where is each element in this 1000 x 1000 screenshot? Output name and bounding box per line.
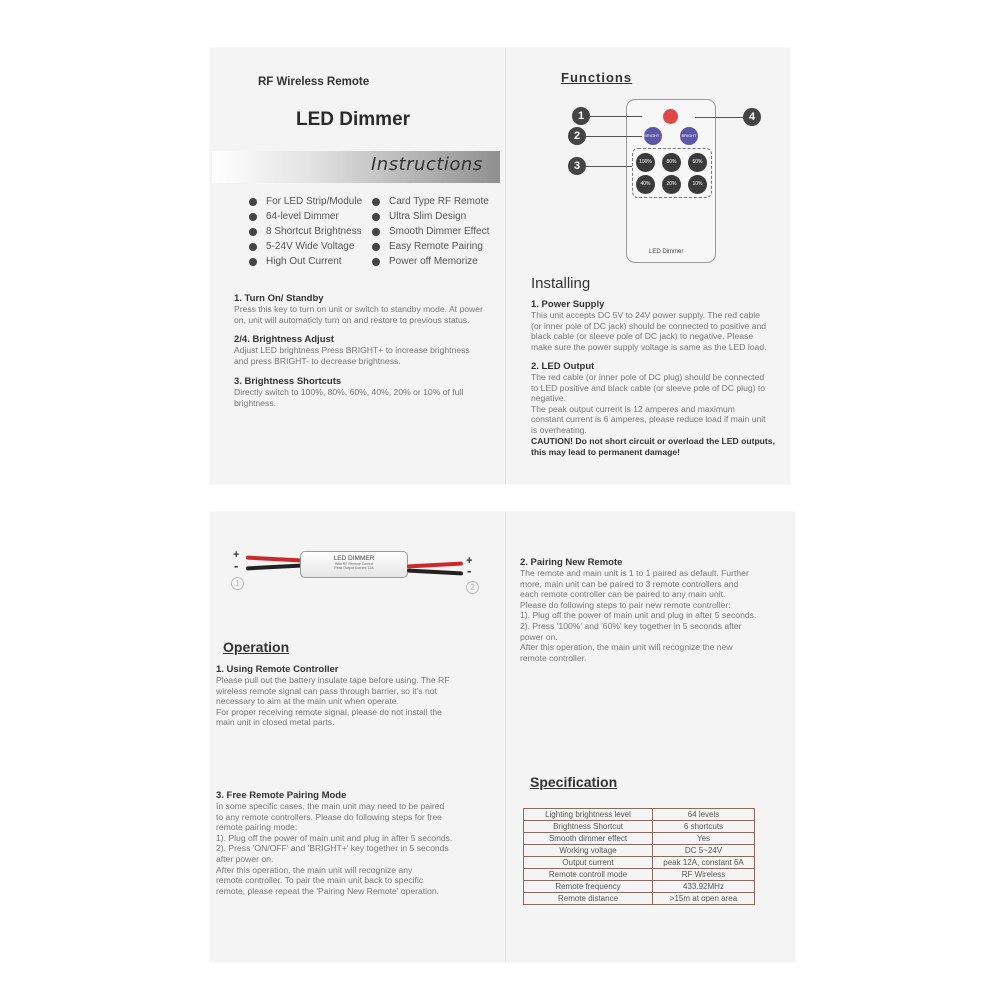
- bright-plus-button: BRIGHT +: [680, 127, 698, 145]
- instruction-block: [234, 334, 499, 366]
- callout-1: 1: [572, 107, 590, 125]
- dimmer-sublabel: With RF Remote Control: [334, 562, 374, 566]
- table-cell-key: Remote distance: [524, 893, 653, 905]
- operation-block: [216, 664, 496, 728]
- table-row: [524, 857, 755, 869]
- section-line: is overheating.: [531, 424, 587, 435]
- feature-item: Smooth Dimmer Effect: [372, 226, 489, 237]
- section-line: Please do following steps to pair new remote controller:: [520, 599, 731, 610]
- feature-item: Power off Memorize: [372, 256, 478, 267]
- table-cell-value: >15m at open area: [653, 893, 755, 905]
- callout-3: 3: [568, 157, 586, 175]
- table-cell-key: Output current: [524, 857, 653, 869]
- table-cell-value: 6 shortcuts: [653, 821, 755, 833]
- bullet-icon: [249, 213, 257, 221]
- callout-line: [695, 117, 743, 118]
- key-40: 40%: [636, 175, 655, 194]
- dimmer-sublabel: Peak Output Current 12A: [334, 566, 374, 570]
- section-line: After this operation, the main unit will recognize the new: [520, 642, 733, 653]
- installing-block: [531, 361, 786, 436]
- dimmer-body: [300, 551, 408, 578]
- instructions-title: Instructions: [371, 154, 483, 175]
- callout-4: 4: [743, 108, 761, 126]
- section-line: The remote and main unit is 1 to 1 paired as default. Further: [520, 568, 749, 578]
- feature-item: For LED Strip/Module: [249, 196, 362, 207]
- power-icon: [663, 109, 678, 124]
- table-row: [524, 845, 755, 857]
- remote-brand-label: LED Dimmer: [649, 249, 684, 255]
- manual-page-top: [210, 48, 790, 484]
- functions-title: Functions: [561, 70, 633, 85]
- section-line: necessary to aim at the main unit when operate.: [216, 696, 399, 707]
- plus-sign: +: [233, 549, 240, 561]
- section-line: remote, please repeat the 'Pairing New Remote' operation.: [216, 885, 440, 896]
- section-line: black cable (or sleeve pole of DC jack) to negative. Please: [531, 331, 754, 342]
- section-line: brightness.: [234, 397, 277, 408]
- table-row: [524, 809, 755, 821]
- section-line: 1). Plug off the power of main unit and plug in after 5 seconds.: [216, 832, 453, 843]
- section-heading: 3. Free Remote Pairing Mode: [216, 790, 347, 801]
- table-row: [524, 833, 755, 845]
- bullet-icon: [372, 198, 380, 206]
- output-number: 2: [466, 581, 479, 594]
- section-line: main unit in closed metal parts.: [216, 717, 335, 728]
- feature-item: High Out Current: [249, 256, 342, 267]
- bullet-icon: [249, 243, 257, 251]
- feature-item: Easy Remote Pairing: [372, 241, 483, 252]
- table-cell-value: 64 levels: [653, 809, 755, 821]
- section-line: Adjust LED brightness Press BRIGHT+ to increase brightness: [234, 345, 470, 355]
- plus-sign: +: [466, 555, 473, 567]
- section-line: constant current is 6 amperes, please reduce load if main unit: [531, 414, 766, 425]
- section-heading: 1. Using Remote Controller: [216, 664, 339, 675]
- feature-item: 64-level Dimmer: [249, 211, 339, 222]
- section-line: make sure the power supply voltage is same as the LED load.: [531, 341, 767, 352]
- input-number: 1: [231, 577, 244, 590]
- product-subtitle: RF Wireless Remote: [258, 76, 370, 88]
- section-line: For proper receiving remote signal, please do not install the: [216, 706, 442, 717]
- table-cell-key: Working voltage: [524, 845, 653, 857]
- section-heading: 1. Power Supply: [531, 299, 605, 310]
- minus-sign: -: [467, 563, 472, 578]
- table-row: [524, 821, 755, 833]
- table-cell-value: DC 5~24V: [653, 845, 755, 857]
- callout-2: 2: [568, 127, 586, 145]
- section-line: The red cable (or inner pole of DC plug) should be connected: [531, 372, 765, 382]
- section-line: (or inner pole of DC jack) should be connected to positive and: [531, 320, 767, 331]
- manual-page-bottom: [210, 512, 795, 962]
- bullet-icon: [249, 228, 257, 236]
- instruction-block: [234, 376, 499, 408]
- input-red-wire: [246, 556, 302, 563]
- pairing-block: [520, 557, 792, 663]
- table-cell-key: Remote frequency: [524, 881, 653, 893]
- remote-control: [626, 99, 716, 263]
- section-line: 1). Plug off the power of main unit and plug in after 5 seconds.: [520, 610, 757, 621]
- section-line: after power on.: [216, 853, 274, 864]
- section-line: more, main unit can be paired to 3 remote controllers and: [520, 578, 739, 589]
- input-black-wire: [246, 564, 302, 571]
- specification-table: [523, 808, 755, 905]
- bullet-icon: [372, 243, 380, 251]
- section-line: to any remote controllers. Please do following steps for free: [216, 811, 442, 822]
- callout-line: [590, 116, 642, 117]
- page-fold: [505, 48, 506, 484]
- bullet-icon: [249, 258, 257, 266]
- caution-line: this may lead to permanent damage!: [531, 446, 680, 457]
- feature-item: 8 Shortcut Brightness: [249, 226, 362, 237]
- bullet-icon: [372, 228, 380, 236]
- callout-line: [586, 136, 642, 137]
- section-line: 2). Press '100%' and '60%' key together in 5 seconds after: [520, 620, 742, 631]
- section-line: to LED positive and black cable (or sleeve pole of DC plug) to: [531, 382, 766, 393]
- table-row: [524, 869, 755, 881]
- callout-line: [586, 166, 632, 167]
- key-60: 60%: [688, 153, 707, 172]
- section-heading: 1. Turn On/ Standby: [234, 293, 324, 304]
- instruction-block: [234, 293, 499, 325]
- operation-title: Operation: [223, 639, 290, 655]
- section-line: This unit accepts DC 5V to 24V power supply. The red cable: [531, 310, 760, 320]
- dimmer-label: LED DIMMER: [333, 555, 375, 562]
- specification-title: Specification: [530, 774, 618, 790]
- section-heading: 2/4. Brightness Adjust: [234, 334, 334, 345]
- bullet-icon: [372, 213, 380, 221]
- caution-line: CAUTION! Do not short circuit or overload the LED outputs,: [531, 436, 775, 446]
- section-heading: 2. Pairing New Remote: [520, 557, 623, 568]
- table-cell-key: Smooth dimmer effect: [524, 833, 653, 845]
- section-line: remote pairing mode:: [216, 822, 298, 833]
- bright-minus-button: BRIGHT -: [644, 127, 662, 145]
- feature-item: 5-24V Wide Voltage: [249, 241, 354, 252]
- key-80: 80%: [662, 153, 681, 172]
- key-10: 10%: [688, 175, 707, 194]
- table-cell-value: 433.92MHz: [653, 881, 755, 893]
- product-title: LED Dimmer: [296, 109, 411, 130]
- feature-item: Card Type RF Remote: [372, 196, 489, 207]
- output-black-wire: [407, 569, 463, 576]
- key-100: 100%: [636, 153, 655, 172]
- installing-block: [531, 299, 786, 352]
- bullet-icon: [372, 258, 380, 266]
- output-red-wire: [407, 562, 463, 569]
- bullet-icon: [249, 198, 257, 206]
- section-line: Please pull out the battery insulate tape before using. The RF: [216, 675, 450, 685]
- section-line: The peak output current is 12 amperes and maximum: [531, 403, 735, 414]
- section-line: remote controller. To pair the main unit back to specific: [216, 875, 424, 886]
- section-heading: 3. Brightness Shortcuts: [234, 376, 342, 387]
- section-line: on, unit will automaticly turn on and restore to previous status.: [234, 314, 470, 325]
- section-line: In some specific cases, the main unit may need to be paired: [216, 801, 445, 811]
- operation-block: [216, 790, 496, 896]
- table-cell-value: Yes: [653, 833, 755, 845]
- section-line: After this operation, the main unit will recognize any: [216, 864, 413, 875]
- key-20: 20%: [662, 175, 681, 194]
- dimmer-diagram: [230, 549, 485, 599]
- section-line: Press this key to turn on unit or switch to standby mode. At power: [234, 304, 483, 314]
- installing-title: Installing: [531, 275, 591, 292]
- caution-note: [531, 436, 786, 457]
- section-line: and press BRIGHT- to decrease brightness.: [234, 355, 401, 366]
- feature-item: Ultra Slim Design: [372, 211, 466, 222]
- table-cell-key: Brightness Shortcut: [524, 821, 653, 833]
- section-line: 2). Press 'ON/OFF' and 'BRIGHT+' key together in 5 seconds: [216, 843, 449, 854]
- table-cell-value: peak 12A, constant 6A: [653, 857, 755, 869]
- table-cell-value: RF Wireless: [653, 869, 755, 881]
- table-row: [524, 881, 755, 893]
- section-line: power on.: [520, 631, 558, 642]
- table-row: [524, 893, 755, 905]
- table-cell-key: Remote controll mode: [524, 869, 653, 881]
- section-line: wireless remote signal can pass through barrier, so it's not: [216, 685, 437, 696]
- section-line: negative.: [531, 393, 566, 404]
- section-line: each remote controller can be paired to any main unit.: [520, 589, 726, 600]
- section-line: remote controller.: [520, 652, 587, 663]
- section-line: Directly switch to 100%, 80%, 60%, 40%, 20% or 10% of full: [234, 387, 464, 397]
- page-fold: [505, 512, 506, 962]
- table-cell-key: Lighting brightness level: [524, 809, 653, 821]
- section-heading: 2. LED Output: [531, 361, 595, 372]
- minus-sign: -: [234, 558, 239, 573]
